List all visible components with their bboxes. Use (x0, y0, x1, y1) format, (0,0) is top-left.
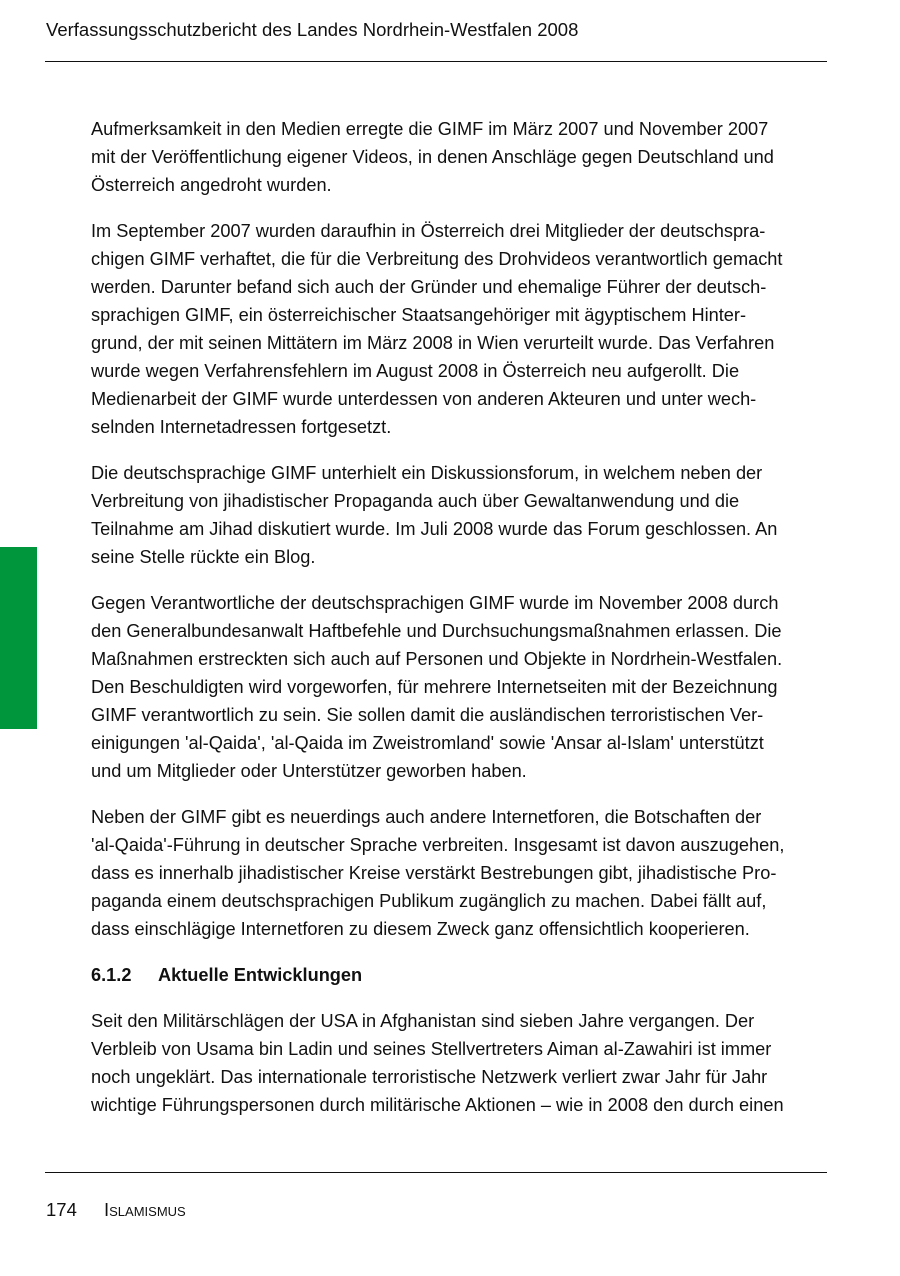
text-line: Medienarbeit der GIMF wurde unterdessen von anderen Akteuren und unter wech- (91, 389, 757, 409)
page-number: 174 (46, 1199, 77, 1220)
text-line: 'al-Qaida'-Führung in deutscher Sprache verbreiten. Insgesamt ist davon auszugehen, (91, 835, 785, 855)
paragraph-2 (91, 217, 831, 441)
header-divider (45, 61, 827, 62)
text-line: Maßnahmen erstreckten sich auch auf Personen und Objekte in Nordrhein-Westfalen. (91, 649, 783, 669)
text-line: seine Stelle rückte ein Blog. (91, 547, 316, 567)
paragraph-1 (91, 115, 831, 199)
paragraph-3 (91, 459, 831, 571)
text-line: dass einschlägige Internetforen zu diesem Zweck ganz offensichtlich kooperieren. (91, 919, 750, 939)
text-line: einigungen 'al-Qaida', 'al-Qaida im Zweistromland' sowie 'Ansar al-Islam' unterstützt (91, 733, 764, 753)
page-body (91, 115, 831, 1137)
text-line: Verbreitung von jihadistischer Propaganda auch über Gewaltanwendung und die (91, 491, 740, 511)
text-line: und um Mitglieder oder Unterstützer geworben haben. (91, 761, 527, 781)
footer-divider (45, 1172, 827, 1173)
text-line: mit der Veröffentlichung eigener Videos, in denen Anschläge gegen Deutschland und (91, 147, 774, 167)
text-line: paganda einem deutschsprachigen Publikum zugänglich zu machen. Dabei fällt auf, (91, 891, 767, 911)
text-line: sprachigen GIMF, ein österreichischer Staatsangehöriger mit ägyptischem Hinter- (91, 305, 747, 325)
text-line: chigen GIMF verhaftet, die für die Verbreitung des Drohvideos verantwortlich gemacht (91, 249, 783, 269)
text-line: werden. Darunter befand sich auch der Gründer und ehemalige Führer der deutsch- (91, 277, 767, 297)
text-line: Neben der GIMF gibt es neuerdings auch andere Internetforen, die Botschaften der (91, 807, 762, 827)
text-line: grund, der mit seinen Mittätern im März 2008 in Wien verurteilt wurde. Das Verfahren (91, 333, 775, 353)
text-line: Im September 2007 wurden daraufhin in Österreich drei Mitglieder der deutschspra- (91, 221, 766, 241)
text-line: noch ungeklärt. Das internationale terroristische Netzwerk verliert zwar Jahr für Jahr (91, 1067, 768, 1087)
page-footer (46, 1197, 186, 1223)
text-line: GIMF verantwortlich zu sein. Sie sollen damit die ausländischen terroristischen Ver- (91, 705, 764, 725)
paragraph-4 (91, 589, 831, 785)
section-heading (91, 961, 831, 989)
text-line: Aufmerksamkeit in den Medien erregte die GIMF im März 2007 und November 2007 (91, 119, 769, 139)
paragraph-5 (91, 803, 831, 943)
text-line: wurde wegen Verfahrensfehlern im August 2008 in Österreich neu aufgerollt. Die (91, 361, 740, 381)
text-line: Österreich angedroht wurden. (91, 175, 332, 195)
text-line: Den Beschuldigten wird vorgeworfen, für mehrere Internetseiten mit der Bezeichnung (91, 677, 778, 697)
text-line: Gegen Verantwortliche der deutschsprachigen GIMF wurde im November 2008 durch (91, 593, 779, 613)
text-line: Verbleib von Usama bin Ladin und seines Stellvertreters Aiman al-Zawahiri ist immer (91, 1039, 772, 1059)
section-title: Aktuelle Entwicklungen (158, 965, 363, 985)
text-line: selnden Internetadressen fortgesetzt. (91, 417, 392, 437)
paragraph-6 (91, 1007, 831, 1119)
text-line: wichtige Führungspersonen durch militärische Aktionen – wie in 2008 den durch einen (91, 1095, 784, 1115)
text-line: dass es innerhalb jihadistischer Kreise verstärkt Bestrebungen gibt, jihadistische Pro- (91, 863, 777, 883)
section-number: 6.1.2 (91, 965, 132, 985)
running-header: Verfassungsschutzbericht des Landes Nordrhein-Westfalen 2008 (46, 19, 579, 40)
text-line: Seit den Militärschlägen der USA in Afghanistan sind sieben Jahre vergangen. Der (91, 1011, 755, 1031)
footer-section-name: Islamismus (104, 1199, 186, 1220)
text-line: den Generalbundesanwalt Haftbefehle und Durchsuchungsmaßnahmen erlassen. Die (91, 621, 782, 641)
chapter-side-tab (0, 547, 37, 729)
text-line: Teilnahme am Jihad diskutiert wurde. Im Juli 2008 wurde das Forum geschlossen. An (91, 519, 778, 539)
text-line: Die deutschsprachige GIMF unterhielt ein Diskussionsforum, in welchem neben der (91, 463, 763, 483)
